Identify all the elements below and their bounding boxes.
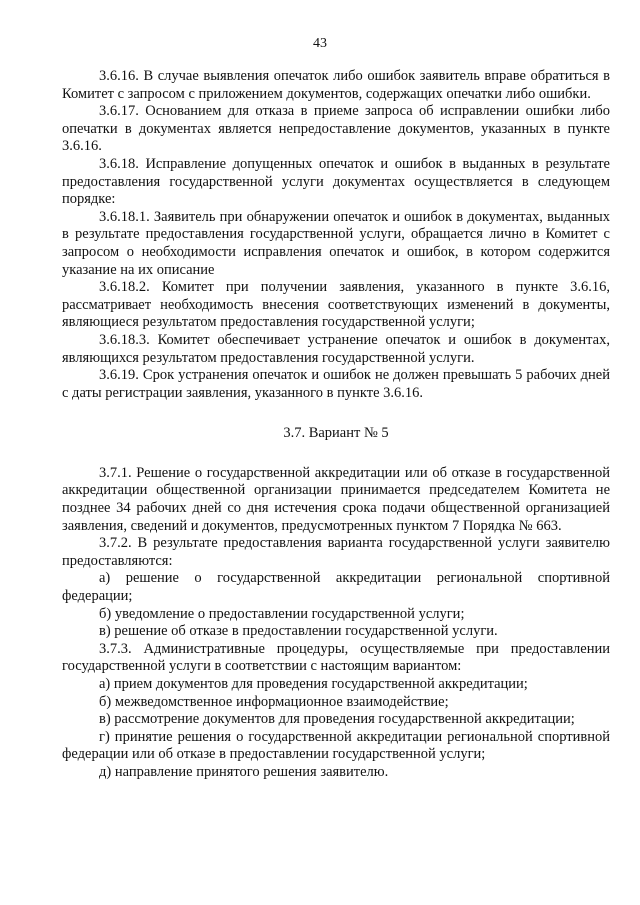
paragraph-3-6-17: 3.6.17. Основанием для отказа в приеме запроса об исправлении ошибки либо опечатки в документах является непредоставление документов, указанных в пункте 3.6.16. — [62, 103, 610, 155]
list-item-3-7-3-d: д) направление принятого решения заявителю. — [99, 763, 389, 780]
list-item-3-7-2-a: а) решение о государственной аккредитации региональной спортивной федерации; — [62, 570, 610, 605]
list-item-3-7-3-a: а) прием документов для проведения государственной аккредитации; — [99, 676, 528, 692]
paragraph-3-7-1: 3.7.1. Решение о государственной аккредитации или об отказе в государственной аккредитации общественной организации принимается председателем Комитета не позднее 34 рабочих дней со дня истечения срока подачи общественной организацией заявления, сведений и документов, предусмотренных пунктом 7 Порядка № 663. — [62, 464, 610, 534]
list-item-3-7-2-v: в) решение об отказе в предоставлении государственной услуги. — [99, 623, 498, 640]
paragraph-3-6-18-2: 3.6.18.2. Комитет при получении заявления, указанного в пункте 3.6.16, рассматривает необходимость внесения соответствующих изменений в документы, являющиеся результатом предоставления государственной услуги; — [62, 279, 610, 331]
paragraph-3-6-19: 3.6.19. Срок устранения опечаток и ошибок не должен превышать 5 рабочих дней с даты регистрации заявления, указанного в пункте 3.6.16. — [62, 367, 610, 401]
paragraph-3-6-16: 3.6.16. В случае выявления опечаток либо ошибок заявитель вправе обратиться в Комитет с запросом с приложением документов, содержащих опечатки либо ошибки. — [62, 68, 610, 102]
document-body — [62, 68, 610, 782]
paragraph-3-6-18-1: 3.6.18.1. Заявитель при обнаружении опечаток и ошибок в документах, выданных в результате предоставления государственной услуги, обращается лично в Комитет с запросом о необходимости исправления опечаток и ошибок, в котором содержится указание на их описание — [62, 208, 610, 278]
list-item-3-7-3-v: в) рассмотрение документов для проведения государственной аккредитации; — [99, 711, 575, 728]
section-heading: 3.7. Вариант № 5 — [283, 425, 389, 442]
paragraph-3-7-2: 3.7.2. В результате предоставления варианта государственной услуги заявителю предоставляются: — [62, 535, 610, 569]
list-item-3-7-2-b: б) уведомление о предоставлении государственной услуги; — [99, 605, 465, 622]
paragraph-3-6-18: 3.6.18. Исправление допущенных опечаток и ошибок в выданных в результате предоставления государственной услуги документах осуществляется в следующем порядке: — [62, 155, 610, 208]
list-item-3-7-3-g: г) принятие решения о государственной аккредитации региональной спортивной федерации или об отказе в предоставлении государственной услуги; — [62, 728, 610, 763]
paragraph-3-6-18-3: 3.6.18.3. Комитет обеспечивает устранение опечаток и ошибок в документах, являющихся результатом предоставления государственной услуги. — [62, 331, 610, 366]
paragraph-3-7-3: 3.7.3. Административные процедуры, осуществляемые при предоставлении государственной услуги в соответствии с настоящим вариантом: — [62, 640, 610, 675]
list-item-3-7-3-b: б) межведомственное информационное взаимодействие; — [99, 693, 449, 710]
page-number: 43 — [313, 36, 327, 51]
